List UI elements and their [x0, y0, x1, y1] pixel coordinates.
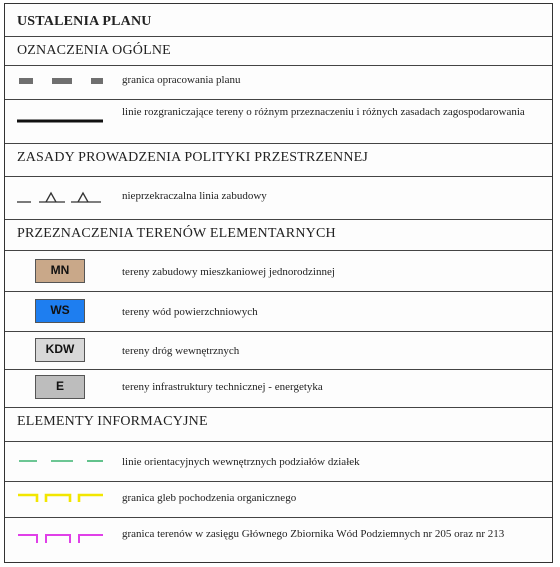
legend-label: granica opracowania planu — [122, 74, 241, 86]
dashed-gray-boundary-icon — [15, 71, 105, 91]
legend-row-plot-division — [5, 441, 552, 481]
building-line-triangles-icon — [15, 188, 105, 208]
divider — [5, 407, 552, 408]
section-general-heading: OZNACZENIA OGÓLNE — [17, 43, 171, 58]
section-info-heading: ELEMENTY INFORMACYJNE — [17, 414, 208, 429]
legend-frame — [4, 3, 553, 563]
legend-row-mn — [5, 250, 552, 291]
legend-row-organic-soil — [5, 481, 552, 517]
section-policy-heading: ZASADY PROWADZENIA POLITYKI PRZESTRZENNEJ — [17, 150, 369, 165]
legend-row-building-line — [5, 176, 552, 219]
legend-row-plan-boundary — [5, 65, 552, 99]
legend-row-e — [5, 369, 552, 407]
legend-title: USTALENIA PLANU — [17, 14, 152, 29]
yellow-bracket-line-icon — [15, 489, 105, 509]
legend-label: linie orientacyjnych wewnętrznych podziałów działek — [122, 456, 360, 468]
magenta-bracket-line-icon — [15, 529, 105, 549]
section-zoning-heading: PRZEZNACZENIA TERENÓW ELEMENTARNYCH — [17, 226, 336, 241]
zone-code-badge-mn: MN — [35, 259, 85, 283]
zone-code-badge-ws: WS — [35, 299, 85, 323]
legend-label: tereny infrastruktury technicznej - energetyka — [122, 381, 323, 393]
legend-label: tereny wód powierzchniowych — [122, 306, 258, 318]
solid-black-line-icon — [15, 111, 105, 131]
legend-row-ws — [5, 291, 552, 331]
legend-label: nieprzekraczalna linia zabudowy — [122, 190, 267, 202]
legend-label: linie rozgraniczające tereny o różnym przeznaczeniu i różnych zasadach zagospodarowania — [122, 106, 525, 118]
legend-row-dividing-lines — [5, 99, 552, 143]
divider — [5, 143, 552, 144]
divider — [5, 219, 552, 220]
green-dashed-line-icon — [15, 451, 105, 471]
legend-row-groundwater — [5, 517, 552, 562]
legend-label: granica gleb pochodzenia organicznego — [122, 492, 297, 504]
zone-code-badge-e: E — [35, 375, 85, 399]
zone-code-badge-kdw: KDW — [35, 338, 85, 362]
legend-label: tereny zabudowy mieszkaniowej jednorodzinnej — [122, 266, 335, 278]
legend-label: granica terenów w zasięgu Głównego Zbiornika Wód Podziemnych nr 205 oraz nr 213 — [122, 528, 505, 540]
divider — [5, 36, 552, 37]
legend-label: tereny dróg wewnętrznych — [122, 345, 240, 357]
legend-row-kdw — [5, 331, 552, 369]
